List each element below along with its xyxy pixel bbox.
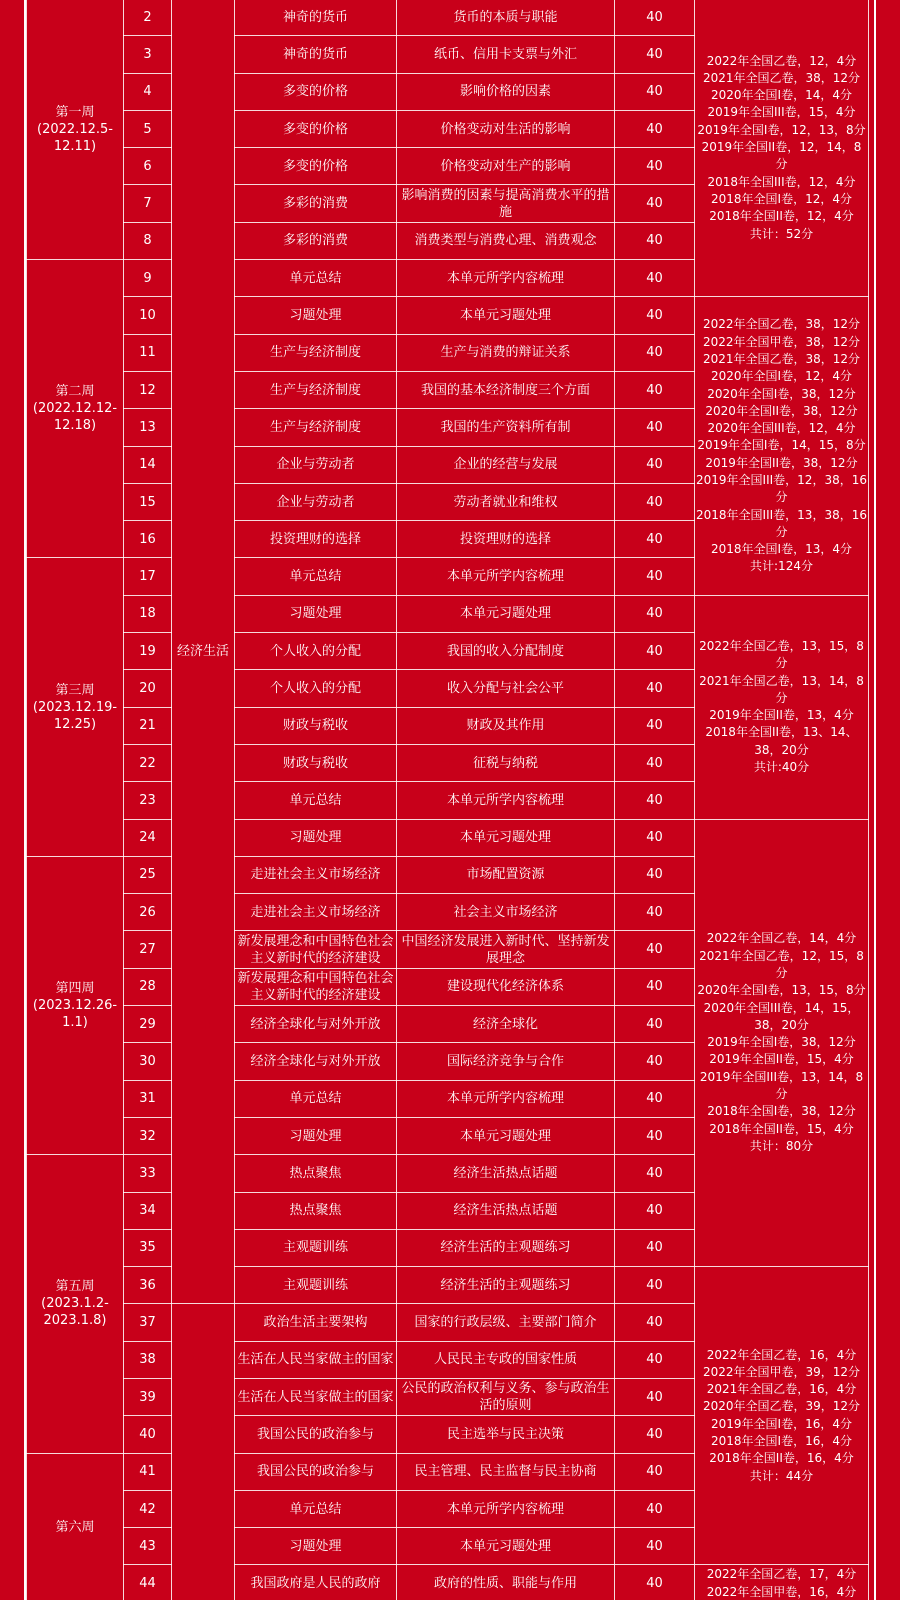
lesson-minutes: 40	[615, 371, 695, 408]
exam-record-cell	[695, 819, 869, 1267]
lesson-minutes: 40	[615, 1565, 695, 1600]
lesson-content: 企业的经营与发展	[397, 446, 615, 483]
lesson-content: 我国的基本经济制度三个方面	[397, 371, 615, 408]
lesson-minutes: 40	[615, 1267, 695, 1304]
lesson-minutes: 40	[615, 73, 695, 110]
lesson-content: 市场配置资源	[397, 856, 615, 893]
lesson-content: 价格变动对生活的影响	[397, 110, 615, 147]
lesson-number: 31	[124, 1080, 172, 1117]
lesson-number: 34	[124, 1192, 172, 1229]
lesson-content: 影响消费的因素与提高消费水平的措施	[397, 185, 615, 222]
unit-title: 习题处理	[235, 297, 397, 334]
unit-title: 习题处理	[235, 1528, 397, 1565]
lesson-number: 6	[124, 148, 172, 185]
exam-record-line: 2022年全国乙卷，38，12分	[702, 317, 861, 332]
lesson-minutes: 40	[615, 931, 695, 968]
lesson-minutes: 40	[615, 707, 695, 744]
lesson-number: 19	[124, 633, 172, 670]
unit-title: 习题处理	[235, 819, 397, 856]
exam-record-cell	[695, 297, 869, 595]
lesson-content: 本单元习题处理	[397, 1528, 615, 1565]
exam-record-line: 2018年全国II卷，16，4分	[709, 1451, 854, 1466]
lesson-content: 中国经济发展进入新时代、坚持新发展理念	[397, 931, 615, 968]
lesson-content: 财政及其作用	[397, 707, 615, 744]
lesson-minutes: 40	[615, 782, 695, 819]
exam-record-line: 2018年全国II卷，15，4分	[709, 1121, 854, 1136]
lesson-content: 本单元所学内容梳理	[397, 558, 615, 595]
lesson-minutes: 40	[615, 558, 695, 595]
lesson-minutes: 40	[615, 1416, 695, 1453]
lesson-content: 征税与纳税	[397, 744, 615, 781]
lesson-minutes: 40	[615, 1155, 695, 1192]
lesson-minutes: 40	[615, 670, 695, 707]
unit-title: 生产与经济制度	[235, 371, 397, 408]
lesson-minutes: 40	[615, 409, 695, 446]
lesson-number: 23	[124, 782, 172, 819]
week-dates: (2022.12.12-12.18)	[32, 401, 118, 434]
exam-record-line: 2019年全国I卷，14，15，8分	[697, 438, 866, 453]
week-name: 第二周	[55, 384, 95, 400]
exam-record-cell	[695, 0, 869, 297]
lesson-minutes: 40	[615, 483, 695, 520]
lesson-content: 本单元所学内容梳理	[397, 782, 615, 819]
exam-record-line: 2022年全国甲卷，16，4分	[706, 1584, 857, 1599]
table-row	[27, 819, 869, 856]
week-dates: (2022.12.5-12.11)	[37, 121, 113, 154]
lesson-minutes: 40	[615, 1006, 695, 1043]
week-cell	[27, 0, 124, 260]
lesson-content: 经济生活热点话题	[397, 1155, 615, 1192]
lesson-minutes: 40	[615, 1341, 695, 1378]
unit-title: 生产与经济制度	[235, 409, 397, 446]
lesson-content: 经济生活热点话题	[397, 1192, 615, 1229]
unit-title: 新发展理念和中国特色社会主义新时代的经济建设	[235, 931, 397, 968]
unit-title: 我国公民的政治参与	[235, 1453, 397, 1490]
lesson-content: 本单元习题处理	[397, 297, 615, 334]
exam-record-line: 2018年全国III卷，13，38，16分	[696, 507, 867, 539]
lesson-number: 29	[124, 1006, 172, 1043]
lesson-number: 22	[124, 744, 172, 781]
unit-title: 企业与劳动者	[235, 446, 397, 483]
lesson-minutes: 40	[615, 1453, 695, 1490]
unit-title: 习题处理	[235, 595, 397, 632]
lesson-number: 7	[124, 185, 172, 222]
unit-title: 我国公民的政治参与	[235, 1416, 397, 1453]
lesson-minutes: 40	[615, 1229, 695, 1266]
lesson-content: 本单元所学内容梳理	[397, 260, 615, 297]
week-cell	[27, 1155, 124, 1453]
week-name: 第一周	[55, 104, 95, 120]
lesson-content: 民主选举与民主决策	[397, 1416, 615, 1453]
lesson-number: 26	[124, 894, 172, 931]
lesson-content: 本单元所学内容梳理	[397, 1490, 615, 1527]
schedule-table	[26, 0, 869, 1600]
lesson-number: 8	[124, 222, 172, 259]
lesson-content: 本单元习题处理	[397, 595, 615, 632]
lesson-content: 公民的政治权利与义务、参与政治生活的原则	[397, 1378, 615, 1415]
exam-record-line: 2020年全国乙卷，39，12分	[702, 1399, 861, 1414]
lesson-number: 21	[124, 707, 172, 744]
exam-record-line: 2022年全国乙卷，12，4分	[706, 53, 857, 68]
exam-record-line: 2018年全国II卷，13、14、38，20分	[705, 725, 858, 757]
lesson-number: 33	[124, 1155, 172, 1192]
week-name: 第六周	[55, 1520, 95, 1536]
lesson-content: 我国的收入分配制度	[397, 633, 615, 670]
exam-record-line: 2019年全国III卷，13，14，8分	[699, 1069, 864, 1102]
lesson-content: 人民民主专政的国家性质	[397, 1341, 615, 1378]
lesson-minutes: 40	[615, 1490, 695, 1527]
lesson-minutes: 40	[615, 36, 695, 73]
lesson-number: 17	[124, 558, 172, 595]
exam-record-line: 2021年全国乙卷，38，12分	[702, 351, 861, 366]
lesson-minutes: 40	[615, 1378, 695, 1415]
exam-record-cell	[695, 595, 869, 819]
lesson-content: 本单元习题处理	[397, 1117, 615, 1154]
exam-record-line: 共计：80分	[749, 1138, 814, 1153]
lesson-number: 10	[124, 297, 172, 334]
lesson-content: 国家的行政层级、主要部门简介	[397, 1304, 615, 1341]
lesson-minutes: 40	[615, 1043, 695, 1080]
exam-record-line: 共计：44分	[749, 1468, 814, 1483]
unit-title: 经济全球化与对外开放	[235, 1006, 397, 1043]
lesson-number: 44	[124, 1565, 172, 1600]
lesson-number: 11	[124, 334, 172, 371]
lesson-content: 建设现代化经济体系	[397, 968, 615, 1005]
week-name: 第三周	[55, 682, 95, 698]
lesson-minutes: 40	[615, 222, 695, 259]
lesson-minutes: 40	[615, 856, 695, 893]
module-cell: 经济生活	[172, 0, 235, 1304]
unit-title: 生产与经济制度	[235, 334, 397, 371]
unit-title: 神奇的货币	[235, 36, 397, 73]
lesson-minutes: 40	[615, 1528, 695, 1565]
unit-title: 财政与税收	[235, 707, 397, 744]
lesson-content: 国际经济竞争与合作	[397, 1043, 615, 1080]
exam-record-line: 共计：52分	[749, 226, 814, 241]
lesson-number: 37	[124, 1304, 172, 1341]
exam-record-line: 2019年全国II卷，15，4分	[709, 1052, 854, 1067]
lesson-number: 40	[124, 1416, 172, 1453]
lesson-content: 消费类型与消费心理、消费观念	[397, 222, 615, 259]
unit-title: 多变的价格	[235, 73, 397, 110]
lesson-number: 3	[124, 36, 172, 73]
exam-record-line: 2021年全国乙卷，13，14，8分	[699, 673, 864, 705]
exam-record-line: 共计:124分	[750, 559, 813, 574]
exam-record-line: 2021年全国乙卷，12，15，8分	[699, 948, 864, 980]
unit-title: 热点聚焦	[235, 1155, 397, 1192]
week-cell	[27, 1453, 124, 1600]
exam-record-line: 2019年全国II卷，12，14，8分	[701, 140, 862, 172]
exam-record-line: 2020年全国III卷，12，4分	[707, 421, 856, 436]
lesson-number: 15	[124, 483, 172, 520]
right-border	[874, 0, 876, 1600]
exam-record-line: 2018年全国I卷，38，12分	[707, 1104, 856, 1119]
table-row	[27, 297, 869, 334]
exam-record-cell	[695, 1565, 869, 1600]
week-dates: (2023.12.26-1.1)	[32, 998, 118, 1031]
lesson-number: 4	[124, 73, 172, 110]
unit-title: 多彩的消费	[235, 185, 397, 222]
table-row	[27, 0, 869, 36]
lesson-number: 18	[124, 595, 172, 632]
unit-title: 单元总结	[235, 782, 397, 819]
exam-record-line: 共计:40分	[753, 760, 810, 775]
lesson-content: 经济全球化	[397, 1006, 615, 1043]
lesson-number: 38	[124, 1341, 172, 1378]
exam-record-line: 2019年全国I卷，38，12分	[707, 1035, 856, 1050]
exam-record-line: 2022年全国乙卷，13，15，8分	[699, 638, 864, 671]
unit-title: 多变的价格	[235, 110, 397, 147]
exam-record-line: 2018年全国III卷，12，4分	[707, 174, 856, 189]
lesson-content: 纸币、信用卡支票与外汇	[397, 36, 615, 73]
module-cell-blank	[172, 1304, 235, 1600]
exam-record-line: 2019年全国III卷，12，38，16分	[696, 473, 867, 505]
lesson-content: 社会主义市场经济	[397, 894, 615, 931]
exam-record-line: 2018年全国II卷，12，4分	[709, 209, 854, 224]
exam-record-line: 2020年全国I卷，14，4分	[711, 88, 852, 103]
unit-title: 热点聚焦	[235, 1192, 397, 1229]
exam-record-line: 2021年全国乙卷，16，4分	[706, 1382, 857, 1397]
unit-title: 我国政府是人民的政府	[235, 1565, 397, 1600]
exam-record-line: 2022年全国乙卷，14，4分	[706, 931, 857, 946]
unit-title: 生活在人民当家做主的国家	[235, 1341, 397, 1378]
lesson-minutes: 40	[615, 1117, 695, 1154]
lesson-content: 我国的生产资料所有制	[397, 409, 615, 446]
lesson-number: 36	[124, 1267, 172, 1304]
lesson-content: 投资理财的选择	[397, 521, 615, 558]
lesson-minutes: 40	[615, 334, 695, 371]
unit-title: 习题处理	[235, 1117, 397, 1154]
lesson-minutes: 40	[615, 633, 695, 670]
week-name: 第四周	[55, 981, 95, 997]
lesson-number: 9	[124, 260, 172, 297]
exam-record-line: 2022年全国乙卷，16，4分	[706, 1347, 857, 1362]
lesson-minutes: 40	[615, 894, 695, 931]
lesson-content: 本单元所学内容梳理	[397, 1080, 615, 1117]
exam-record-line: 2019年全国I卷，16，4分	[711, 1416, 852, 1431]
exam-record-line: 2019年全国III卷，15，4分	[707, 105, 856, 120]
exam-record-line: 2020年全国III卷，14，15，38，20分	[703, 1000, 860, 1032]
lesson-number: 27	[124, 931, 172, 968]
exam-record-line: 2021年全国乙卷，38，12分	[702, 70, 861, 85]
lesson-content: 生产与消费的辩证关系	[397, 334, 615, 371]
week-cell	[27, 856, 124, 1154]
lesson-minutes: 40	[615, 148, 695, 185]
lesson-content: 民主管理、民主监督与民主协商	[397, 1453, 615, 1490]
lesson-content: 收入分配与社会公平	[397, 670, 615, 707]
exam-record-cell	[695, 1267, 869, 1565]
lesson-number: 41	[124, 1453, 172, 1490]
lesson-number: 5	[124, 110, 172, 147]
unit-title: 多变的价格	[235, 148, 397, 185]
lesson-minutes: 40	[615, 110, 695, 147]
lesson-number: 13	[124, 409, 172, 446]
lesson-content: 本单元习题处理	[397, 819, 615, 856]
lesson-minutes: 40	[615, 260, 695, 297]
unit-title: 单元总结	[235, 1080, 397, 1117]
exam-record-line: 2019年全国II卷，38，12分	[705, 455, 858, 470]
unit-title: 个人收入的分配	[235, 670, 397, 707]
lesson-number: 39	[124, 1378, 172, 1415]
week-dates: (2023.1.2-2023.1.8)	[41, 1296, 109, 1329]
lesson-number: 14	[124, 446, 172, 483]
exam-record-line: 2022年全国乙卷，17，4分	[706, 1567, 857, 1582]
week-cell	[27, 260, 124, 558]
lesson-content: 价格变动对生产的影响	[397, 148, 615, 185]
lesson-number: 30	[124, 1043, 172, 1080]
week-cell	[27, 558, 124, 856]
week-dates: (2023.12.19-12.25)	[32, 699, 118, 732]
unit-title: 走进社会主义市场经济	[235, 856, 397, 893]
lesson-number: 24	[124, 819, 172, 856]
lesson-minutes: 40	[615, 595, 695, 632]
exam-record-line: 2022年全国甲卷，39，12分	[702, 1364, 861, 1379]
lesson-minutes: 40	[615, 446, 695, 483]
exam-record-line: 2022年全国甲卷，38，12分	[702, 334, 861, 349]
exam-record-line: 2018年全国I卷，13，4分	[711, 542, 852, 557]
lesson-number: 43	[124, 1528, 172, 1565]
lesson-minutes: 40	[615, 968, 695, 1005]
unit-title: 政治生活主要架构	[235, 1304, 397, 1341]
unit-title: 投资理财的选择	[235, 521, 397, 558]
lesson-number: 25	[124, 856, 172, 893]
week-name: 第五周	[55, 1279, 95, 1295]
lesson-minutes: 40	[615, 1080, 695, 1117]
unit-title: 主观题训练	[235, 1229, 397, 1266]
unit-title: 个人收入的分配	[235, 633, 397, 670]
exam-record-line: 2020年全国II卷，38，12分	[705, 403, 858, 418]
unit-title: 神奇的货币	[235, 0, 397, 36]
exam-record-line: 2018年全国I卷，12，4分	[711, 191, 852, 206]
unit-title: 生活在人民当家做主的国家	[235, 1378, 397, 1415]
unit-title: 单元总结	[235, 1490, 397, 1527]
lesson-content: 政府的性质、职能与作用	[397, 1565, 615, 1600]
lesson-number: 32	[124, 1117, 172, 1154]
table-row	[27, 595, 869, 632]
table-row	[27, 1565, 869, 1600]
lesson-number: 2	[124, 0, 172, 36]
lesson-number: 20	[124, 670, 172, 707]
lesson-minutes: 40	[615, 819, 695, 856]
lesson-number: 42	[124, 1490, 172, 1527]
lesson-minutes: 40	[615, 1304, 695, 1341]
lesson-number: 35	[124, 1229, 172, 1266]
exam-record-line: 2018年全国I卷，16，4分	[711, 1434, 852, 1449]
lesson-minutes: 40	[615, 521, 695, 558]
exam-record-line: 2020年全国I卷，12，4分	[711, 369, 852, 384]
lesson-minutes: 40	[615, 185, 695, 222]
unit-title: 新发展理念和中国特色社会主义新时代的经济建设	[235, 968, 397, 1005]
lesson-content: 经济生活的主观题练习	[397, 1267, 615, 1304]
lesson-minutes: 40	[615, 1192, 695, 1229]
unit-title: 经济全球化与对外开放	[235, 1043, 397, 1080]
table-row	[27, 1267, 869, 1304]
unit-title: 多彩的消费	[235, 222, 397, 259]
lesson-content: 货币的本质与职能	[397, 0, 615, 36]
lesson-number: 28	[124, 968, 172, 1005]
lesson-minutes: 40	[615, 297, 695, 334]
unit-title: 单元总结	[235, 558, 397, 595]
lesson-number: 16	[124, 521, 172, 558]
lesson-minutes: 40	[615, 0, 695, 36]
lesson-content: 劳动者就业和维权	[397, 483, 615, 520]
exam-record-line: 2019年全国I卷，12，13，8分	[697, 122, 866, 137]
unit-title: 走进社会主义市场经济	[235, 894, 397, 931]
unit-title: 企业与劳动者	[235, 483, 397, 520]
exam-record-line: 2019年全国II卷，13，4分	[709, 708, 854, 723]
exam-record-line: 2020年全国I卷，13，15，8分	[697, 983, 866, 998]
lesson-minutes: 40	[615, 744, 695, 781]
lesson-content: 经济生活的主观题练习	[397, 1229, 615, 1266]
exam-record-line: 2020年全国I卷，38，12分	[707, 386, 856, 401]
unit-title: 单元总结	[235, 260, 397, 297]
unit-title: 主观题训练	[235, 1267, 397, 1304]
unit-title: 财政与税收	[235, 744, 397, 781]
lesson-content: 影响价格的因素	[397, 73, 615, 110]
lesson-number: 12	[124, 371, 172, 408]
